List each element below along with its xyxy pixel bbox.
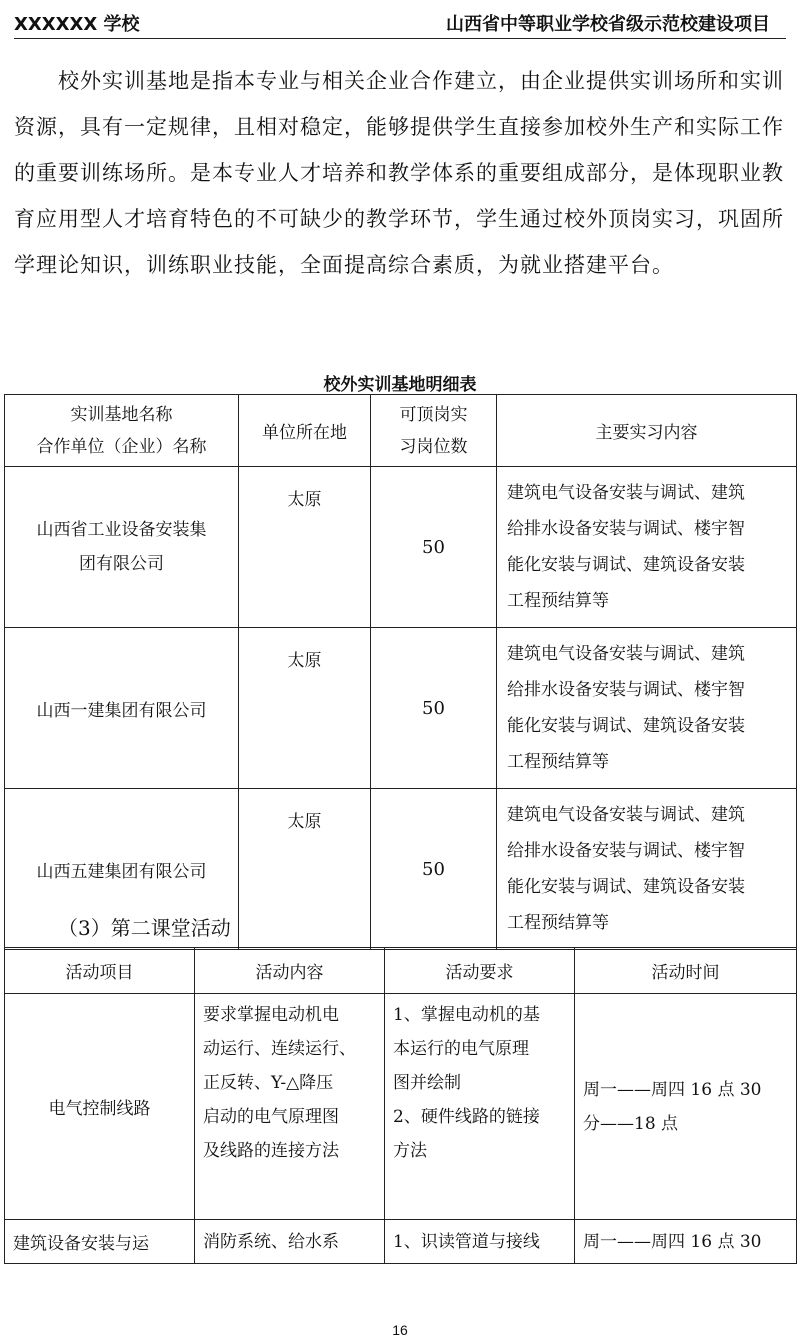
activity-time: 周一——周四 16 点 30 分——18 点 [575, 994, 797, 1220]
base-location: 太原 [239, 789, 371, 950]
base-table-caption: 校外实训基地明细表 [323, 375, 477, 395]
base-content: 建筑电气设备安装与调试、建筑 给排水设备安装与调试、楼宇智 能化安装与调试、建筑设备安装 工程预结算等 [497, 628, 797, 789]
header-requirement: 活动要求 [385, 948, 575, 994]
activity-item: 建筑设备安装与运 [5, 1220, 195, 1264]
base-content: 建筑电气设备安装与调试、建筑 给排水设备安装与调试、楼宇智 能化安装与调试、建筑设备安装 工程预结算等 [497, 467, 797, 628]
intro-paragraph: 校外实训基地是指本专业与相关企业合作建立，由企业提供实训场所和实训资源，具有一定规律，且相对稳定，能够提供学生直接参加校外生产和实际工作的重要训练场所。是本专业人才培养和教学体系的重要组成部分，是体现职业教育应用型人才培育特色的不可缺少的教学环节，学生通过校外顶岗实习，巩固所学理论知识，训练职业技能，全面提高综合素质，为就业搭建平台。 [14, 69, 784, 277]
table-row [5, 467, 797, 628]
base-location: 太原 [239, 628, 371, 789]
section-heading: （3）第二课堂活动 [58, 916, 231, 940]
header-positions: 可顶岗实 习岗位数 [371, 395, 497, 467]
base-content: 建筑电气设备安装与调试、建筑 给排水设备安装与调试、楼宇智 能化安装与调试、建筑设备安装 工程预结算等 [497, 789, 797, 950]
school-name: XXXXXX 学校 [14, 14, 140, 35]
table-row [5, 994, 797, 1220]
base-location: 太原 [239, 467, 371, 628]
base-name: 山西一建集团有限公司 [5, 628, 239, 789]
base-positions: 50 [371, 467, 497, 628]
header-time: 活动时间 [575, 948, 797, 994]
activity-table [4, 947, 797, 1264]
activity-content: 要求掌握电动机电 动运行、连续运行、 正反转、Y-△降压 启动的电气原理图 及线路的连接方法 [195, 994, 385, 1220]
base-positions: 50 [371, 628, 497, 789]
activity-requirement: 1、识读管道与接线 [385, 1220, 575, 1264]
table-header-row [5, 395, 797, 467]
base-positions: 50 [371, 789, 497, 950]
header-name: 实训基地名称 合作单位（企业）名称 [5, 395, 239, 467]
activity-requirement: 1、掌握电动机的基 本运行的电气原理 图并绘制 2、硬件线路的链接 方法 [385, 994, 575, 1220]
project-title: 山西省中等职业学校省级示范校建设项目 [446, 14, 770, 35]
header-activity-content: 活动内容 [195, 948, 385, 994]
table-row [5, 628, 797, 789]
table-header-row [5, 948, 797, 994]
header-location: 单位所在地 [239, 395, 371, 467]
page-number: 16 [392, 1322, 408, 1338]
activity-time: 周一——周四 16 点 30 [575, 1220, 797, 1264]
activity-content: 消防系统、给水系 [195, 1220, 385, 1264]
base-name: 山西五建集团有限公司 [5, 789, 239, 950]
header-item: 活动项目 [5, 948, 195, 994]
training-base-table [4, 394, 797, 950]
base-name: 山西省工业设备安装集 团有限公司 [5, 467, 239, 628]
table-row [5, 1220, 797, 1264]
activity-item: 电气控制线路 [5, 994, 195, 1220]
header-content: 主要实习内容 [497, 395, 797, 467]
page-header [14, 6, 786, 39]
